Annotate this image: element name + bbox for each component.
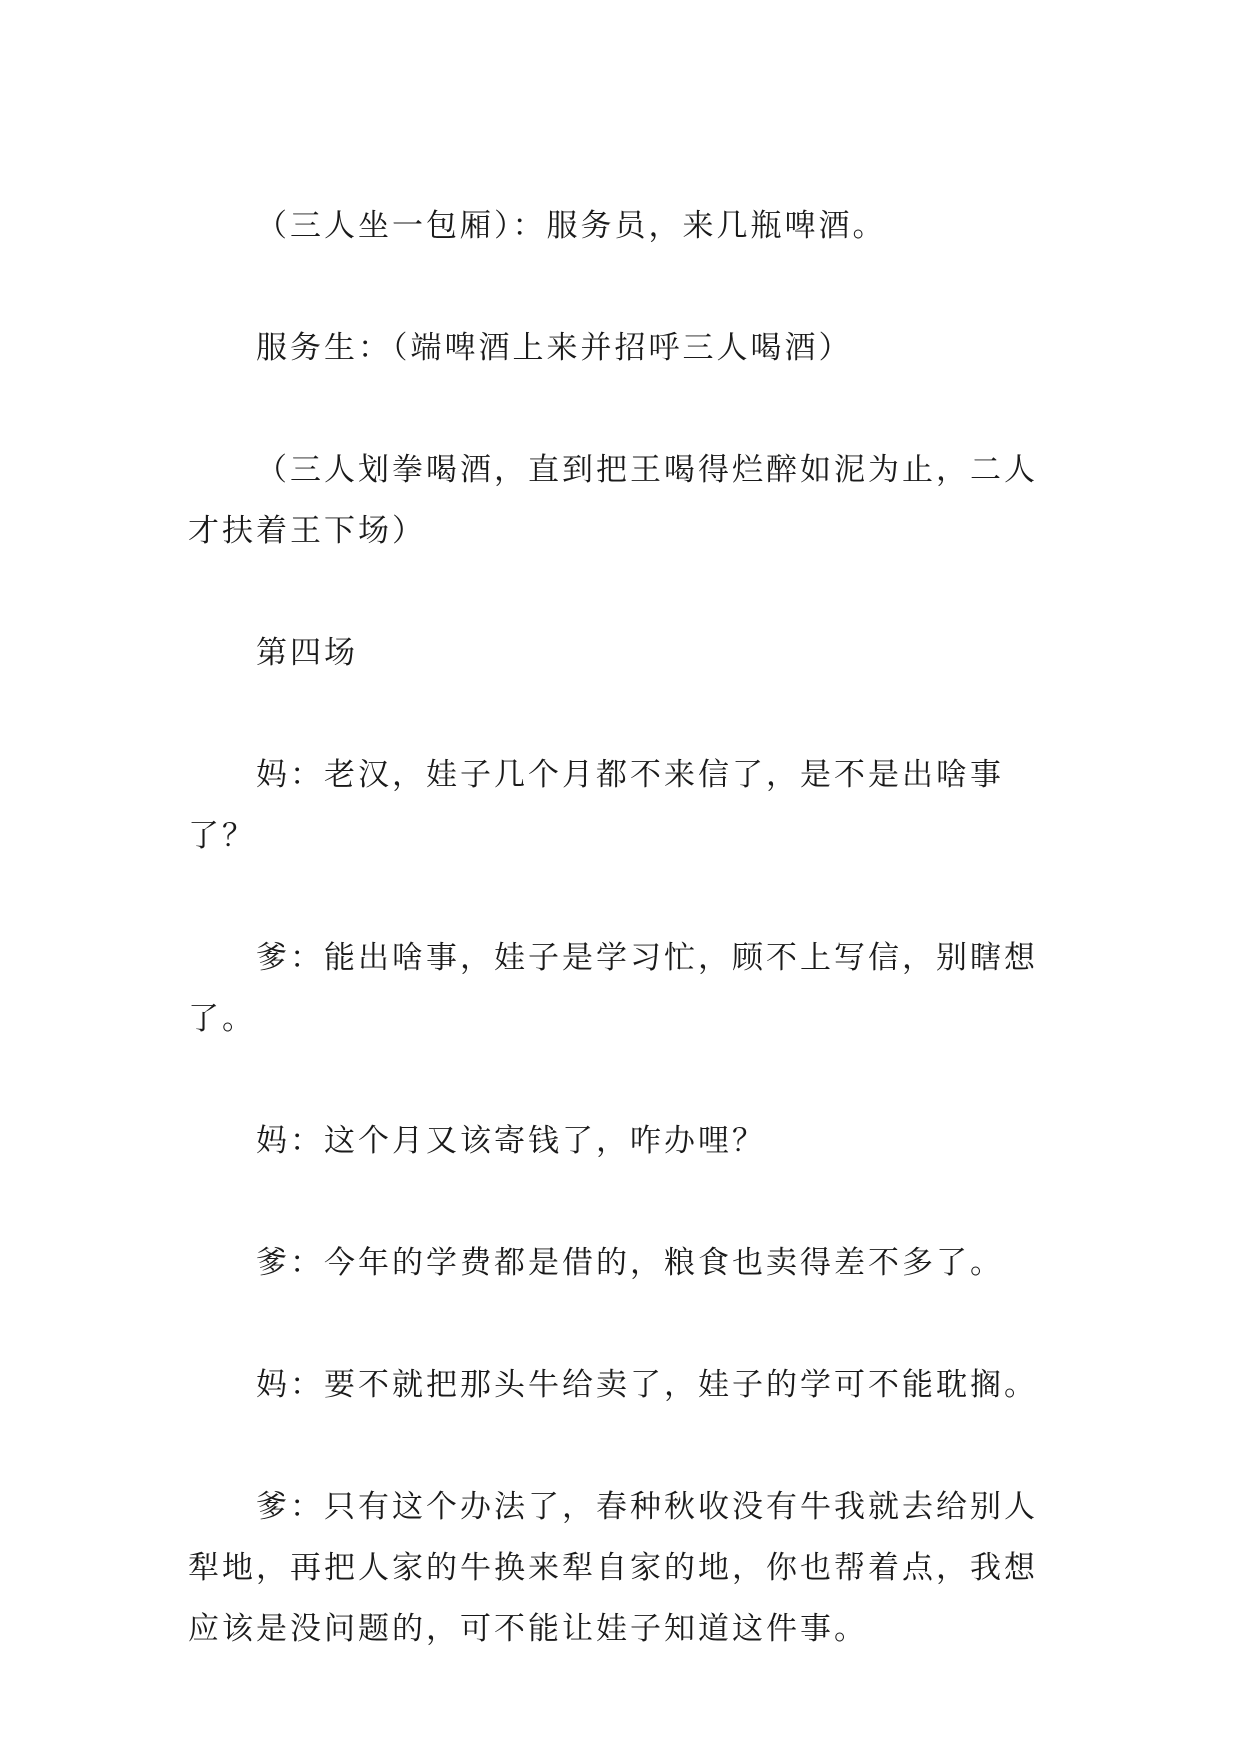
dialogue-paragraph: 妈：要不就把那头牛给卖了，娃子的学可不能耽搁。 [256, 1367, 1038, 1403]
stage-direction-paragraph: （三人划拳喝酒，直到把王喝得烂醉如泥为止，二人才扶着王下场） [188, 452, 1038, 549]
dialogue-paragraph: 爹：只有这个办法了，春种秋收没有牛我就去给别人犁地，再把人家的牛换来犁自家的地，你也帮着点，我想应该是没问题的，可不能让娃子知道这件事。 [188, 1489, 1038, 1647]
dialogue-paragraph: 妈：老汉，娃子几个月都不来信了，是不是出啥事了？ [188, 757, 1004, 854]
dialogue-paragraph: 爹：今年的学费都是借的，粮食也卖得差不多了。 [256, 1245, 1004, 1281]
stage-direction-paragraph: （三人坐一包厢）：服务员，来几瓶啤酒。 [256, 208, 887, 244]
dialogue-paragraph: 爹：能出啥事，娃子是学习忙，顾不上写信，别瞎想了。 [188, 940, 1038, 1037]
scene-heading: 第四场 [256, 635, 358, 671]
script-text-body [188, 196, 1068, 1660]
dialogue-paragraph: 妈：这个月又该寄钱了，咋办哩？ [256, 1123, 766, 1159]
dialogue-paragraph: 服务生：（端啤酒上来并招呼三人喝酒） [256, 330, 853, 366]
